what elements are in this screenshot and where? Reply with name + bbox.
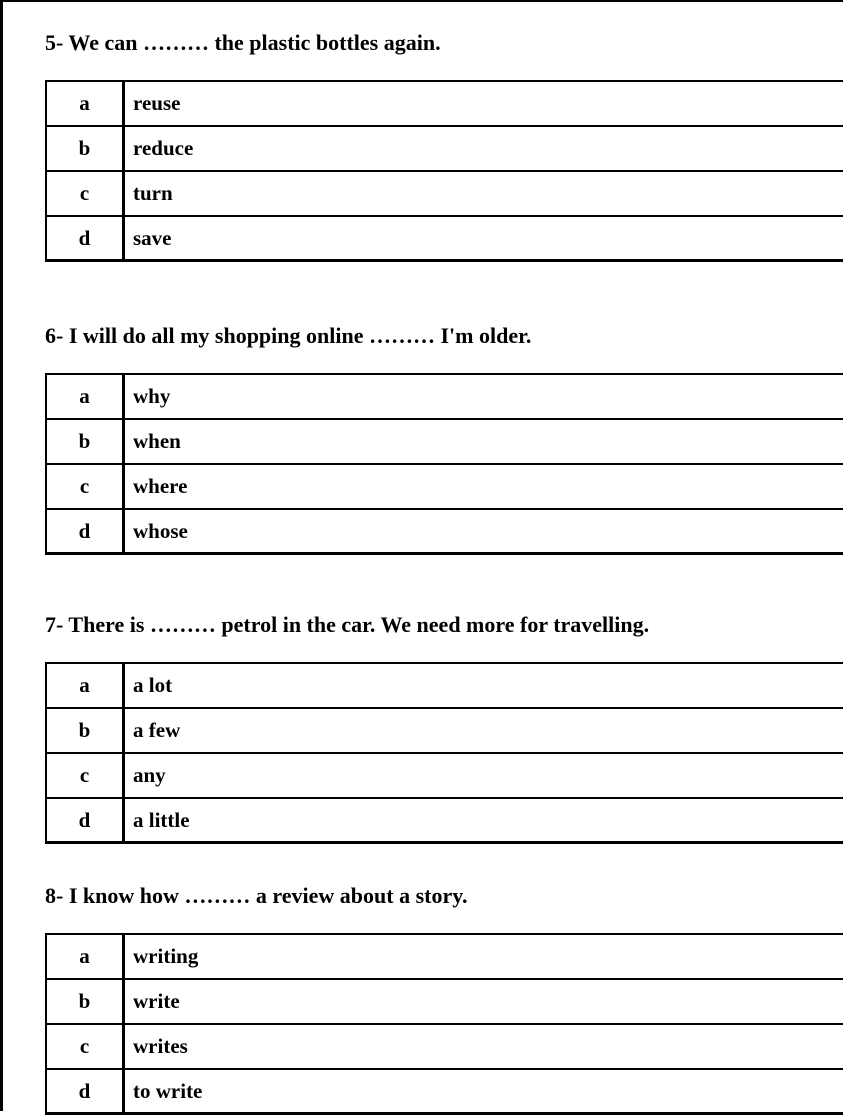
option-row-a[interactable] [47,82,843,127]
option-text: turn [133,181,173,205]
option-letter: a [47,935,125,978]
option-letter: d [47,217,125,259]
option-text: a little [133,807,190,832]
option-text: write [133,989,180,1013]
option-text: whose [133,518,188,543]
options-table [45,80,843,262]
option-text: a few [133,718,181,742]
option-letter: d [47,1070,125,1112]
option-letter: a [47,82,125,125]
option-text: where [133,474,188,498]
option-row-b[interactable] [47,709,843,754]
option-row-d[interactable] [47,799,843,844]
question-text: 6- I will do all my shopping online ……… I'm older. [45,323,532,348]
option-letter: d [47,510,125,552]
option-text: to write [133,1078,203,1103]
option-letter: c [47,465,125,508]
option-letter: a [47,375,125,418]
option-text: why [133,384,171,408]
option-row-d[interactable] [47,510,843,555]
option-letter: b [47,420,125,463]
option-text: writes [133,1034,188,1058]
question-text: 8- I know how ……… a review about a story. [45,883,468,908]
question-text: 7- There is ……… petrol in the car. We need more for travelling. [45,612,650,637]
option-text: a lot [133,673,173,697]
option-row-d[interactable] [47,1070,843,1115]
option-row-b[interactable] [47,980,843,1025]
option-letter: c [47,754,125,797]
option-row-a[interactable] [47,375,843,420]
option-row-d[interactable] [47,217,843,262]
option-letter: b [47,709,125,752]
option-row-b[interactable] [47,420,843,465]
option-text: when [133,429,181,453]
option-row-c[interactable] [47,754,843,799]
option-row-c[interactable] [47,1025,843,1070]
option-letter: b [47,980,125,1023]
option-row-b[interactable] [47,127,843,172]
option-text: reduce [133,136,194,160]
option-letter: d [47,799,125,841]
option-text: reuse [133,91,181,115]
options-table [45,662,843,844]
question-text: 5- We can ……… the plastic bottles again. [45,30,441,55]
option-row-c[interactable] [47,172,843,217]
options-table [45,373,843,555]
option-letter: b [47,127,125,170]
options-table [45,933,843,1115]
option-row-a[interactable] [47,935,843,980]
option-letter: c [47,1025,125,1068]
option-letter: a [47,664,125,707]
option-text: save [133,225,172,250]
option-row-c[interactable] [47,465,843,510]
option-row-a[interactable] [47,664,843,709]
option-text: writing [133,944,199,968]
option-letter: c [47,172,125,215]
option-text: any [133,763,166,787]
